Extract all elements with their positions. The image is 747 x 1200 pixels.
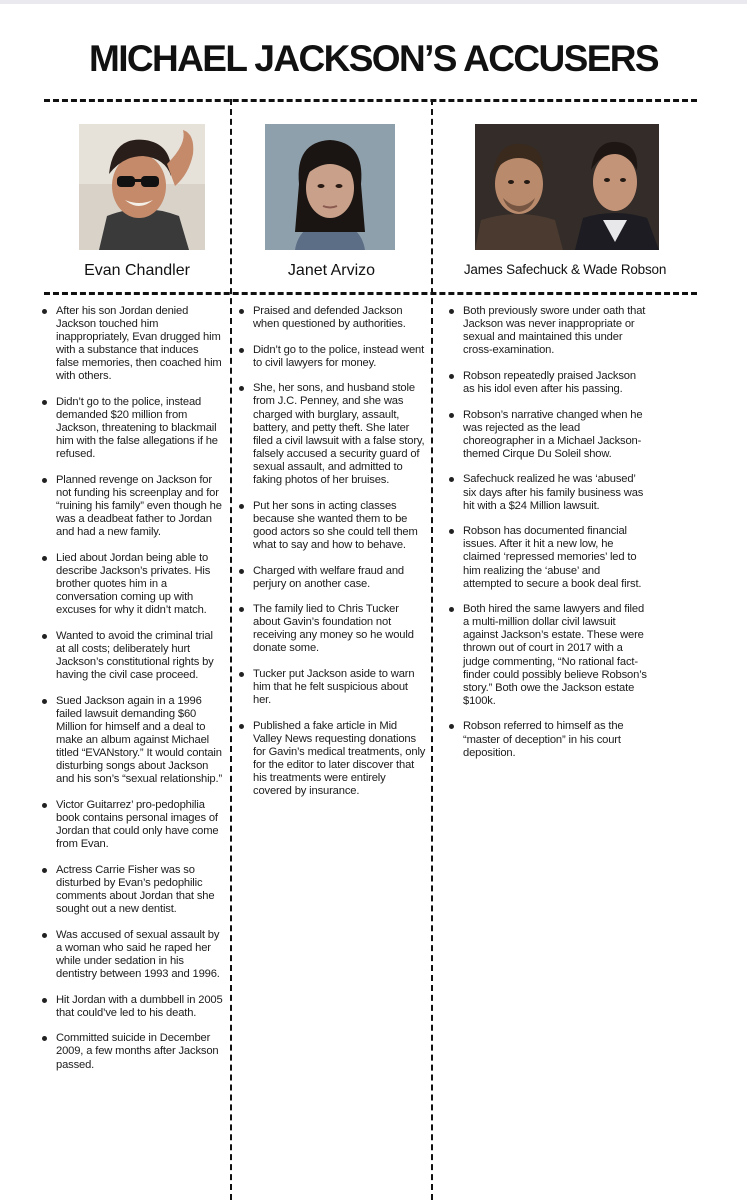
bullet-icon (239, 672, 244, 677)
list-item-text: Wanted to avoid the criminal trial at all costs; deliberately hurt Jackson’s constitutional rights by having the civil case proceed. (56, 629, 214, 682)
bullet-icon (239, 504, 244, 509)
list-item-text: After his son Jordan denied Jackson touched him inappropriately, Evan drugged him with a substance that induces false memories, then coached him with others. (56, 305, 222, 383)
list-item-text: Tucker put Jackson aside to warn him that he felt suspicious about her. (253, 668, 415, 707)
janet-arvizo-name: Janet Arvizo (287, 262, 376, 279)
list-item (40, 929, 224, 981)
list-item-text: Robson referred to himself as the “master of deception” in his court deposition. (463, 720, 624, 759)
bullet-icon (42, 556, 47, 561)
safechuck-robson-name: James Safechuck & Wade Robson (463, 262, 667, 277)
list-item-text: Robson has documented financial issues. After it hit a new low, he claimed ‘repressed memories’ led to him realizing the ‘abuse’ and attempted to secure a book deal first. (463, 525, 642, 590)
list-item (40, 474, 224, 539)
list-item-text: Robson’s narrative changed when he was rejected as the lead choreographer in a Michael Jackson-themed Cirque Du Soleil show. (463, 408, 643, 460)
bullet-icon (42, 1036, 47, 1041)
list-item (447, 603, 647, 708)
bullet-icon (239, 569, 244, 574)
bullet-icon (449, 413, 454, 418)
bullet-icon (239, 309, 244, 314)
bullet-icon (42, 868, 47, 873)
list-item-text: Charged with welfare fraud and perjury on another case. (253, 564, 404, 590)
list-item (237, 565, 427, 591)
bullet-icon (42, 998, 47, 1003)
safechuck-robson-list (447, 305, 647, 772)
list-item (40, 305, 224, 384)
list-item-text: Safechuck realized he was ‘abused’ six days after his family business was hit with a $24 Million lawsuit. (463, 473, 644, 512)
list-item (447, 305, 647, 357)
list-item (40, 552, 224, 617)
list-item (237, 668, 427, 707)
bullet-icon (42, 478, 47, 483)
list-item-text: Didn’t go to the police, instead demanded $20 million from Jackson, threatening to blackmail him with the false allegations if he refused. (56, 396, 218, 461)
list-item (447, 409, 647, 461)
bullet-icon (42, 933, 47, 938)
list-item-text: The family lied to Chris Tucker about Gavin’s foundation not receiving any money so he would donate some. (253, 603, 414, 655)
bullet-icon (42, 400, 47, 405)
list-item-text: Both previously swore under oath that Jackson was never inappropriate or sexual and maintained this under cross-examination. (463, 305, 646, 357)
bullet-icon (42, 634, 47, 639)
bullet-icon (239, 724, 244, 729)
list-item-text: Put her sons in acting classes because she wanted them to be good actors so she could tell them what to say and how to behave. (253, 499, 418, 551)
list-item (40, 994, 224, 1020)
list-item-text: Both hired the same lawyers and filed a multi-million dollar civil lawsuit against Jackson’s estate. These were thrown out of court in 2017 with a judge commenting, “No rational fact-finder could possibly believe Robson’s story.” Both owe the Jackson estate $100k. (463, 603, 647, 707)
list-item-text: Hit Jordan with a dumbbell in 2005 that could’ve led to his death. (56, 993, 223, 1019)
list-item (40, 864, 224, 916)
list-item-text: Lied about Jordan being able to describe Jackson’s privates. His brother quotes him in a conversation coming up with excuses for why it didn’t match. (56, 552, 211, 617)
list-item (40, 1032, 224, 1071)
list-item (40, 799, 224, 851)
list-item-text: Victor Guitarrez’ pro-pedophilia book contains personal images of Jordan that could only have come from Evan. (56, 799, 219, 851)
bullet-icon (42, 803, 47, 808)
evan-chandler-list (40, 305, 224, 1084)
list-item (40, 695, 224, 787)
evan-chandler-name: Evan Chandler (84, 262, 190, 279)
list-item-text: She, her sons, and husband stole from J.C. Penney, and she was charged with burglary, assault, battery, and petty theft. She later filed a civil lawsuit with a false story, falsely accused a security guard of sexual assault, and admitted to faking photos of her bruises. (253, 382, 425, 487)
safechuck-robson-photo (475, 124, 659, 250)
top-divider (0, 0, 747, 4)
janet-arvizo-list (237, 305, 427, 811)
page-title: MICHAEL JACKSON’S ACCUSERS (89, 38, 658, 79)
bullet-icon (239, 348, 244, 353)
bullet-icon (42, 309, 47, 314)
bullet-icon (239, 607, 244, 612)
names-divider (44, 292, 697, 295)
bullet-icon (42, 699, 47, 704)
list-item-text: Committed suicide in December 2009, a few months after Jackson passed. (56, 1032, 219, 1071)
bullet-icon (449, 607, 454, 612)
list-item-text: Planned revenge on Jackson for not funding his screenplay and for “ruining his family” even though he was a deadbeat father to Jordan and had a new family. (56, 474, 222, 539)
list-item-text: Robson repeatedly praised Jackson as his idol even after his passing. (463, 369, 636, 395)
list-item (40, 630, 224, 682)
list-item-text: Sued Jackson again in a 1996 failed lawsuit demanding $60 Million for himself and a deal to make an album against Michael titled “EVANstory.” It would contain disturbing songs about Jackson and his son’s “sexual relationship.” (56, 694, 223, 786)
list-item (237, 382, 427, 487)
list-item-text: Didn’t go to the police, instead went to civil lawyers for money. (253, 343, 425, 369)
header-divider (44, 99, 697, 102)
bullet-icon (449, 724, 454, 729)
list-item-text: Was accused of sexual assault by a woman who said he raped her while under sedation in his dentistry between 1993 and 1996. (56, 928, 220, 981)
bullet-icon (449, 529, 454, 534)
bullet-icon (449, 477, 454, 482)
list-item (447, 720, 647, 759)
evan-chandler-photo (79, 124, 205, 250)
list-item (237, 603, 427, 655)
list-item-text: Actress Carrie Fisher was so disturbed by Evan’s pedophilic comments about Jordan that she sought out a new dentist. (56, 863, 215, 916)
list-item (447, 473, 647, 512)
list-item (237, 720, 427, 799)
list-item-text: Published a fake article in Mid Valley News requesting donations for Gavin’s medical treatments, only for the editor to later discover that his treatments were entirely covered by insurance. (253, 719, 426, 798)
janet-arvizo-photo (265, 124, 395, 250)
list-item (237, 344, 427, 370)
list-item (447, 370, 647, 396)
list-item (237, 305, 427, 331)
list-item (237, 500, 427, 552)
bullet-icon (449, 374, 454, 379)
bullet-icon (239, 386, 244, 391)
list-item (40, 396, 224, 461)
bullet-icon (449, 309, 454, 314)
list-item-text: Praised and defended Jackson when questioned by authorities. (253, 305, 406, 331)
list-item (447, 525, 647, 590)
